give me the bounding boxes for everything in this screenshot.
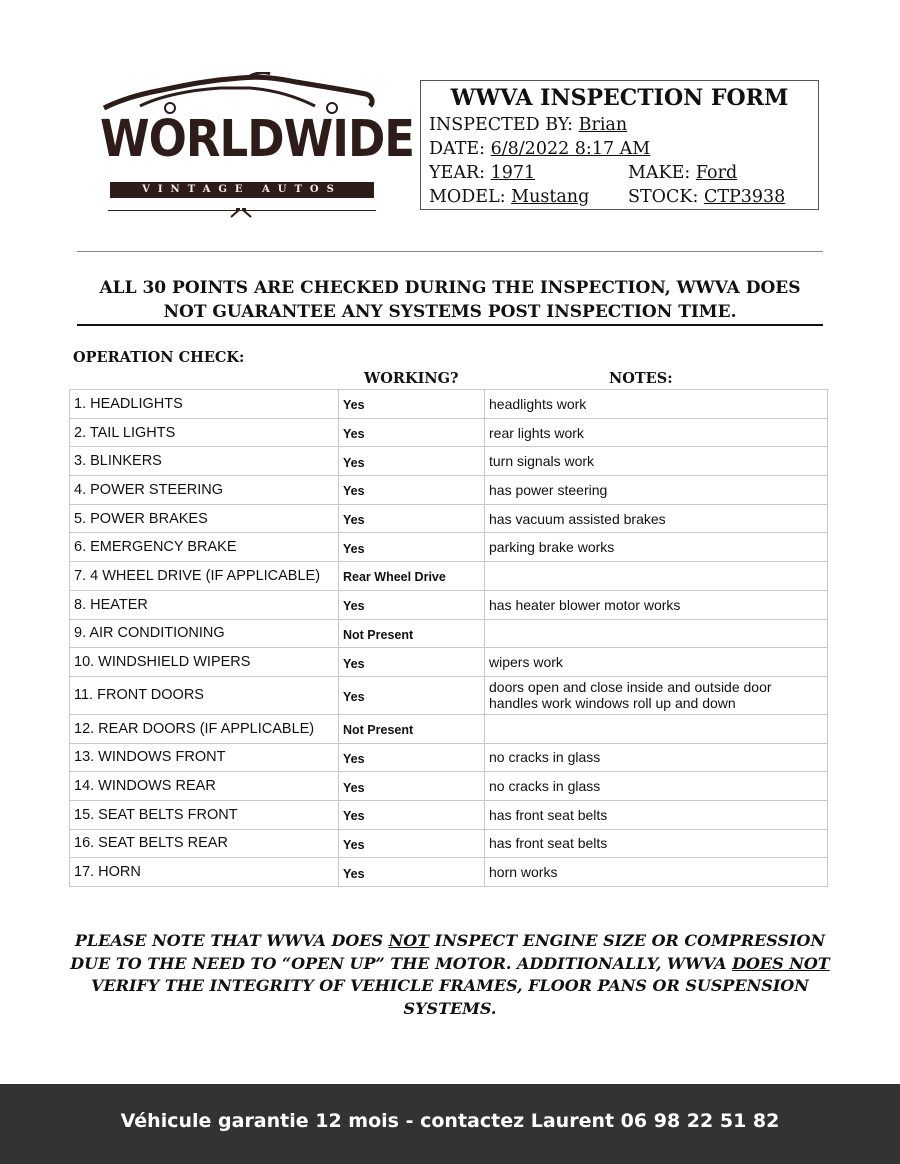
check-item-cell: 10. WINDSHIELD WIPERS (70, 648, 339, 677)
notes-cell: wipers work (485, 648, 828, 677)
notes-cell: has vacuum assisted brakes (485, 504, 828, 533)
operation-check-table (69, 389, 828, 887)
table-row (70, 829, 828, 858)
model-line (429, 187, 589, 207)
notes-cell: headlights work (485, 390, 828, 419)
headline-underline (77, 324, 823, 326)
year-line (429, 163, 535, 183)
working-status-cell: Yes (339, 447, 485, 476)
notes-cell (485, 562, 828, 591)
notes-cell: has front seat belts (485, 800, 828, 829)
notes-cell: has front seat belts (485, 829, 828, 858)
working-status-cell: Yes (339, 390, 485, 419)
working-status-cell: Yes (339, 829, 485, 858)
check-item-cell: 16. SEAT BELTS REAR (70, 829, 339, 858)
notes-cell: doors open and close inside and outside door handles work windows roll up and down (485, 676, 828, 714)
check-item-cell: 17. HORN (70, 858, 339, 887)
form-title: WWVA INSPECTION FORM (450, 85, 789, 111)
table-row (70, 714, 828, 743)
table-row (70, 772, 828, 801)
table-row (70, 619, 828, 648)
notes-cell: rear lights work (485, 418, 828, 447)
table-row (70, 858, 828, 887)
date-line (429, 139, 650, 159)
stock-label: STOCK: (628, 187, 704, 207)
table-row (70, 743, 828, 772)
model-label: MODEL: (429, 187, 512, 207)
worldwide-vintage-autos-logo (100, 72, 415, 222)
notes-cell: horn works (485, 858, 828, 887)
stock-value: CTP3938 (703, 187, 786, 207)
date-label: DATE: (429, 139, 491, 159)
table-row (70, 800, 828, 829)
check-item-cell: 13. WINDOWS FRONT (70, 743, 339, 772)
notes-cell: no cracks in glass (485, 772, 828, 801)
flags-icon (229, 208, 253, 218)
working-column-header: WORKING? (364, 370, 459, 387)
check-item-cell: 11. FRONT DOORS (70, 676, 339, 714)
check-item-cell: 3. BLINKERS (70, 447, 339, 476)
header-divider (77, 251, 823, 252)
inspection-form-header (420, 80, 819, 210)
disclaimer-emphasis-not: NOT (388, 931, 430, 950)
table-row (70, 504, 828, 533)
notes-column-header: NOTES: (609, 370, 673, 387)
working-status-cell: Yes (339, 743, 485, 772)
disclaimer-part: PLEASE NOTE THAT WWVA DOES (74, 931, 389, 950)
check-item-cell: 12. REAR DOORS (IF APPLICABLE) (70, 714, 339, 743)
working-status-cell: Yes (339, 648, 485, 677)
table-row (70, 447, 828, 476)
working-status-cell: Yes (339, 418, 485, 447)
logo-subtitle: VINTAGE AUTOS (142, 184, 342, 195)
inspected-by-label: INSPECTED BY: (429, 115, 579, 135)
date-value: 6/8/2022 8:17 AM (490, 139, 651, 159)
table-row (70, 648, 828, 677)
working-status-cell: Yes (339, 858, 485, 887)
notes-cell (485, 619, 828, 648)
check-item-cell: 4. POWER STEERING (70, 476, 339, 505)
make-value: Ford (695, 163, 738, 183)
working-status-cell: Not Present (339, 714, 485, 743)
check-item-cell: 2. TAIL LIGHTS (70, 418, 339, 447)
working-status-cell: Yes (339, 504, 485, 533)
check-item-cell: 6. EMERGENCY BRAKE (70, 533, 339, 562)
table-row (70, 418, 828, 447)
make-label: MAKE: (628, 163, 696, 183)
notes-cell: has power steering (485, 476, 828, 505)
inspected-by-line (429, 115, 627, 135)
working-status-cell: Rear Wheel Drive (339, 562, 485, 591)
footer-warranty-text: Véhicule garantie 12 mois - contactez Laurent 06 98 22 51 82 (120, 1110, 780, 1132)
working-status-cell: Yes (339, 800, 485, 829)
disclaimer-part: INSPECT ENGINE SIZE OR COMPRESSION DUE TO THE NEED TO “OPEN UP” THE MOTOR. ADDITIONALLY, WWVA (70, 931, 826, 973)
working-status-cell: Yes (339, 676, 485, 714)
working-status-cell: Yes (339, 772, 485, 801)
make-line (628, 163, 737, 183)
inspection-headline: ALL 30 POINTS ARE CHECKED DURING THE INSPECTION, WWVA DOES NOT GUARANTEE ANY SYSTEMS POST INSPECTION TIME. (99, 278, 801, 322)
table-row (70, 390, 828, 419)
operation-check-label: OPERATION CHECK: (73, 349, 245, 366)
working-status-cell: Yes (339, 476, 485, 505)
year-value: 1971 (490, 163, 536, 183)
table-row (70, 562, 828, 591)
notes-cell: has heater blower motor works (485, 590, 828, 619)
check-item-cell: 14. WINDOWS REAR (70, 772, 339, 801)
notes-cell (485, 714, 828, 743)
check-item-cell: 15. SEAT BELTS FRONT (70, 800, 339, 829)
model-value: Mustang (511, 187, 590, 207)
notes-cell: no cracks in glass (485, 743, 828, 772)
inspected-by-value: Brian (578, 115, 628, 135)
check-item-cell: 7. 4 WHEEL DRIVE (IF APPLICABLE) (70, 562, 339, 591)
working-status-cell: Yes (339, 533, 485, 562)
year-label: YEAR: (429, 163, 491, 183)
table-row (70, 533, 828, 562)
working-status-cell: Not Present (339, 619, 485, 648)
check-item-cell: 5. POWER BRAKES (70, 504, 339, 533)
check-item-cell: 8. HEATER (70, 590, 339, 619)
table-row (70, 590, 828, 619)
disclaimer-emphasis-does-not: DOES NOT (732, 953, 830, 973)
notes-cell: turn signals work (485, 447, 828, 476)
stock-line (628, 187, 785, 207)
logo-subtitle-band (110, 182, 374, 198)
check-item-cell: 9. AIR CONDITIONING (70, 619, 339, 648)
table-row (70, 476, 828, 505)
table-row (70, 676, 828, 714)
notes-cell: parking brake works (485, 533, 828, 562)
footer-banner (0, 1084, 900, 1164)
check-item-cell: 1. HEADLIGHTS (70, 390, 339, 419)
logo-wordmark: WORLDWIDE (100, 108, 415, 169)
disclaimer-note (60, 930, 840, 1020)
working-status-cell: Yes (339, 590, 485, 619)
disclaimer-part: VERIFY THE INTEGRITY OF VEHICLE FRAMES, FLOOR PANS OR SUSPENSION SYSTEMS. (91, 976, 809, 1018)
